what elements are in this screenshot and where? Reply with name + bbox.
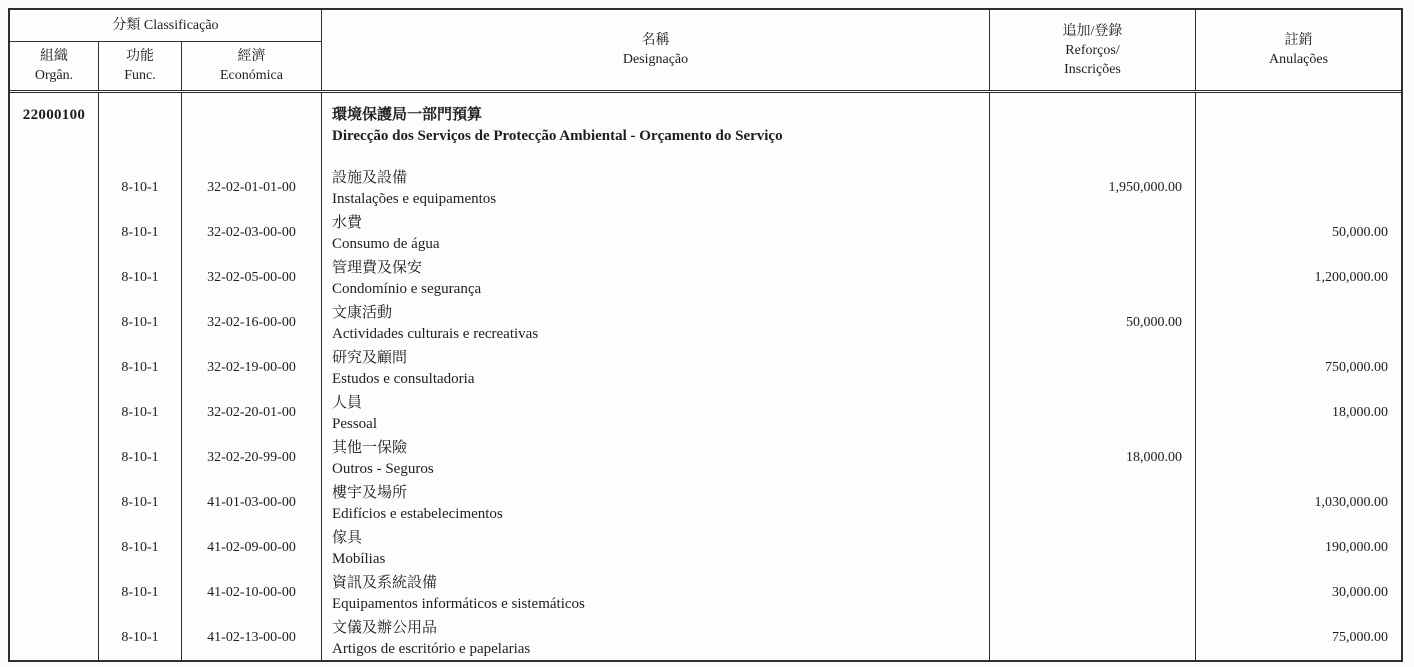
item-name: [322, 525, 990, 570]
econ-code: 32-02-19-00-00: [182, 345, 322, 390]
anulacoes-amount: 750,000.00: [1325, 359, 1388, 375]
item-name-pt: Estudos e consultadoria: [332, 370, 475, 387]
item-name: [322, 390, 990, 435]
anulacoes-amount: 18,000.00: [1332, 404, 1388, 420]
reforcos-amount: 1,950,000.00: [990, 165, 1196, 210]
item-name-pt: Actividades culturais e recreativas: [332, 325, 539, 342]
reforcos-amount: [990, 345, 1196, 390]
econ-code: 41-02-09-00-00: [182, 525, 322, 570]
reforcos-amount: [990, 210, 1196, 255]
reforcos-amount: [990, 480, 1196, 525]
econ-code-empty: [182, 93, 322, 165]
organ-cell: [10, 615, 99, 660]
reforcos-amount: [990, 525, 1196, 570]
organ-code: 22000100: [10, 93, 99, 165]
header-func: [99, 42, 182, 90]
section-title-pt: Direcção dos Serviços de Protecção Ambiental - Orçamento do Serviço: [332, 128, 783, 144]
econ-code: 41-02-13-00-00: [182, 615, 322, 660]
header-annulments-pt: Anulações: [1268, 52, 1329, 67]
func-code: 8-10-1: [99, 570, 182, 615]
func-code: 8-10-1: [99, 300, 182, 345]
anulacoes-amount: 190,000.00: [1325, 539, 1388, 555]
item-name-pt: Equipamentos informáticos e sistemáticos: [332, 595, 585, 612]
item-name: [322, 480, 990, 525]
reforcos-amount: [990, 255, 1196, 300]
header-designation: [322, 10, 990, 90]
organ-cell: [10, 480, 99, 525]
header-organ: [10, 42, 99, 90]
anulacoes-amount: 30,000.00: [1332, 584, 1388, 600]
header-func-pt: Func.: [124, 68, 156, 83]
item-name-zh: 設施及設備: [332, 169, 408, 186]
econ-code: 41-02-10-00-00: [182, 570, 322, 615]
anulacoes-amount: 50,000.00: [1332, 224, 1388, 240]
func-code: 8-10-1: [99, 255, 182, 300]
func-code: 8-10-1: [99, 525, 182, 570]
econ-code: 32-02-16-00-00: [182, 300, 322, 345]
budget-table: [8, 8, 1403, 662]
header-reinforcements: [990, 10, 1196, 90]
item-name-zh: 傢具: [332, 529, 363, 546]
anulacoes-amount: [1196, 435, 1401, 480]
econ-code: 41-01-03-00-00: [182, 480, 322, 525]
header-annulments-zh: 註銷: [1284, 33, 1313, 48]
header-classification-label: 分類 Classificação: [112, 18, 219, 33]
organ-cell: [10, 300, 99, 345]
item-name: [322, 435, 990, 480]
anulacoes-amount: 75,000.00: [1332, 629, 1388, 645]
organ-cell: [10, 165, 99, 210]
reforcos-amount: [990, 615, 1196, 660]
organ-cell: [10, 210, 99, 255]
organ-cell: [10, 435, 99, 480]
section-title: [322, 93, 990, 165]
anulacoes-amount: [1196, 165, 1401, 210]
header-reinforcements-pt2: Inscrições: [1064, 61, 1121, 77]
item-name: [322, 255, 990, 300]
item-name-pt: Condomínio e segurança: [332, 280, 482, 297]
item-name-pt: Edifícios e estabelecimentos: [332, 505, 503, 522]
reforcos-amount: 18,000.00: [990, 435, 1196, 480]
item-name-zh: 人員: [332, 394, 363, 411]
header-designation-zh: 名稱: [641, 33, 670, 48]
func-code: 8-10-1: [99, 345, 182, 390]
header-econ-zh: 經濟: [237, 49, 266, 64]
organ-cell: [10, 390, 99, 435]
item-name: [322, 300, 990, 345]
organ-cell: [10, 570, 99, 615]
organ-cell: [10, 255, 99, 300]
reforcos-amount: 50,000.00: [990, 300, 1196, 345]
header-econ: [182, 42, 322, 90]
header-annulments: [1196, 10, 1401, 90]
item-name: [322, 615, 990, 660]
func-code: 8-10-1: [99, 435, 182, 480]
item-name-zh: 水費: [332, 214, 363, 231]
item-name: [322, 165, 990, 210]
anulacoes-amount: [1196, 300, 1401, 345]
header-econ-pt: Económica: [220, 68, 283, 83]
header-func-zh: 功能: [126, 49, 154, 64]
item-name-zh: 研究及顧問: [332, 349, 408, 366]
item-name-pt: Outros - Seguros: [332, 460, 434, 477]
func-code: 8-10-1: [99, 210, 182, 255]
item-name-zh: 文儀及辦公用品: [332, 619, 438, 636]
header-organ-zh: 組織: [40, 49, 68, 64]
econ-code: 32-02-20-99-00: [182, 435, 322, 480]
item-name: [322, 570, 990, 615]
section-title-zh: 環境保護局一部門預算: [332, 107, 483, 123]
item-name-pt: Artigos de escritório e papelarias: [332, 640, 531, 657]
func-code: 8-10-1: [99, 390, 182, 435]
func-code: 8-10-1: [99, 615, 182, 660]
item-name-zh: 其他一保險: [332, 439, 408, 456]
item-name-pt: Pessoal: [332, 415, 377, 432]
func-code-empty: [99, 93, 182, 165]
econ-code: 32-02-03-00-00: [182, 210, 322, 255]
econ-code: 32-02-01-01-00: [182, 165, 322, 210]
header-reinforcements-zh: 追加/登錄: [1062, 23, 1123, 39]
reforcos-empty: [990, 93, 1196, 165]
table-body: [10, 93, 1401, 660]
item-name-pt: Consumo de água: [332, 235, 440, 252]
item-name: [322, 345, 990, 390]
header-classification: [10, 10, 322, 42]
table-header: [10, 10, 1401, 93]
item-name-zh: 文康活動: [332, 304, 393, 321]
header-designation-pt: Designação: [622, 52, 689, 67]
header-organ-pt: Orgân.: [34, 68, 74, 83]
econ-code: 32-02-05-00-00: [182, 255, 322, 300]
organ-cell: [10, 525, 99, 570]
item-name-pt: Instalações e equipamentos: [332, 190, 497, 207]
anulacoes-empty: [1196, 93, 1401, 165]
header-reinforcements-pt1: Reforços/: [1065, 42, 1120, 58]
reforcos-amount: [990, 390, 1196, 435]
anulacoes-amount: 1,200,000.00: [1314, 269, 1388, 285]
anulacoes-amount: 1,030,000.00: [1314, 494, 1388, 510]
item-name-zh: 管理費及保安: [332, 259, 423, 276]
item-name: [322, 210, 990, 255]
item-name-zh: 資訊及系統設備: [332, 574, 438, 591]
item-name-zh: 樓宇及場所: [332, 484, 408, 501]
func-code: 8-10-1: [99, 165, 182, 210]
item-name-pt: Mobílias: [332, 550, 386, 567]
func-code: 8-10-1: [99, 480, 182, 525]
econ-code: 32-02-20-01-00: [182, 390, 322, 435]
reforcos-amount: [990, 570, 1196, 615]
organ-cell: [10, 345, 99, 390]
